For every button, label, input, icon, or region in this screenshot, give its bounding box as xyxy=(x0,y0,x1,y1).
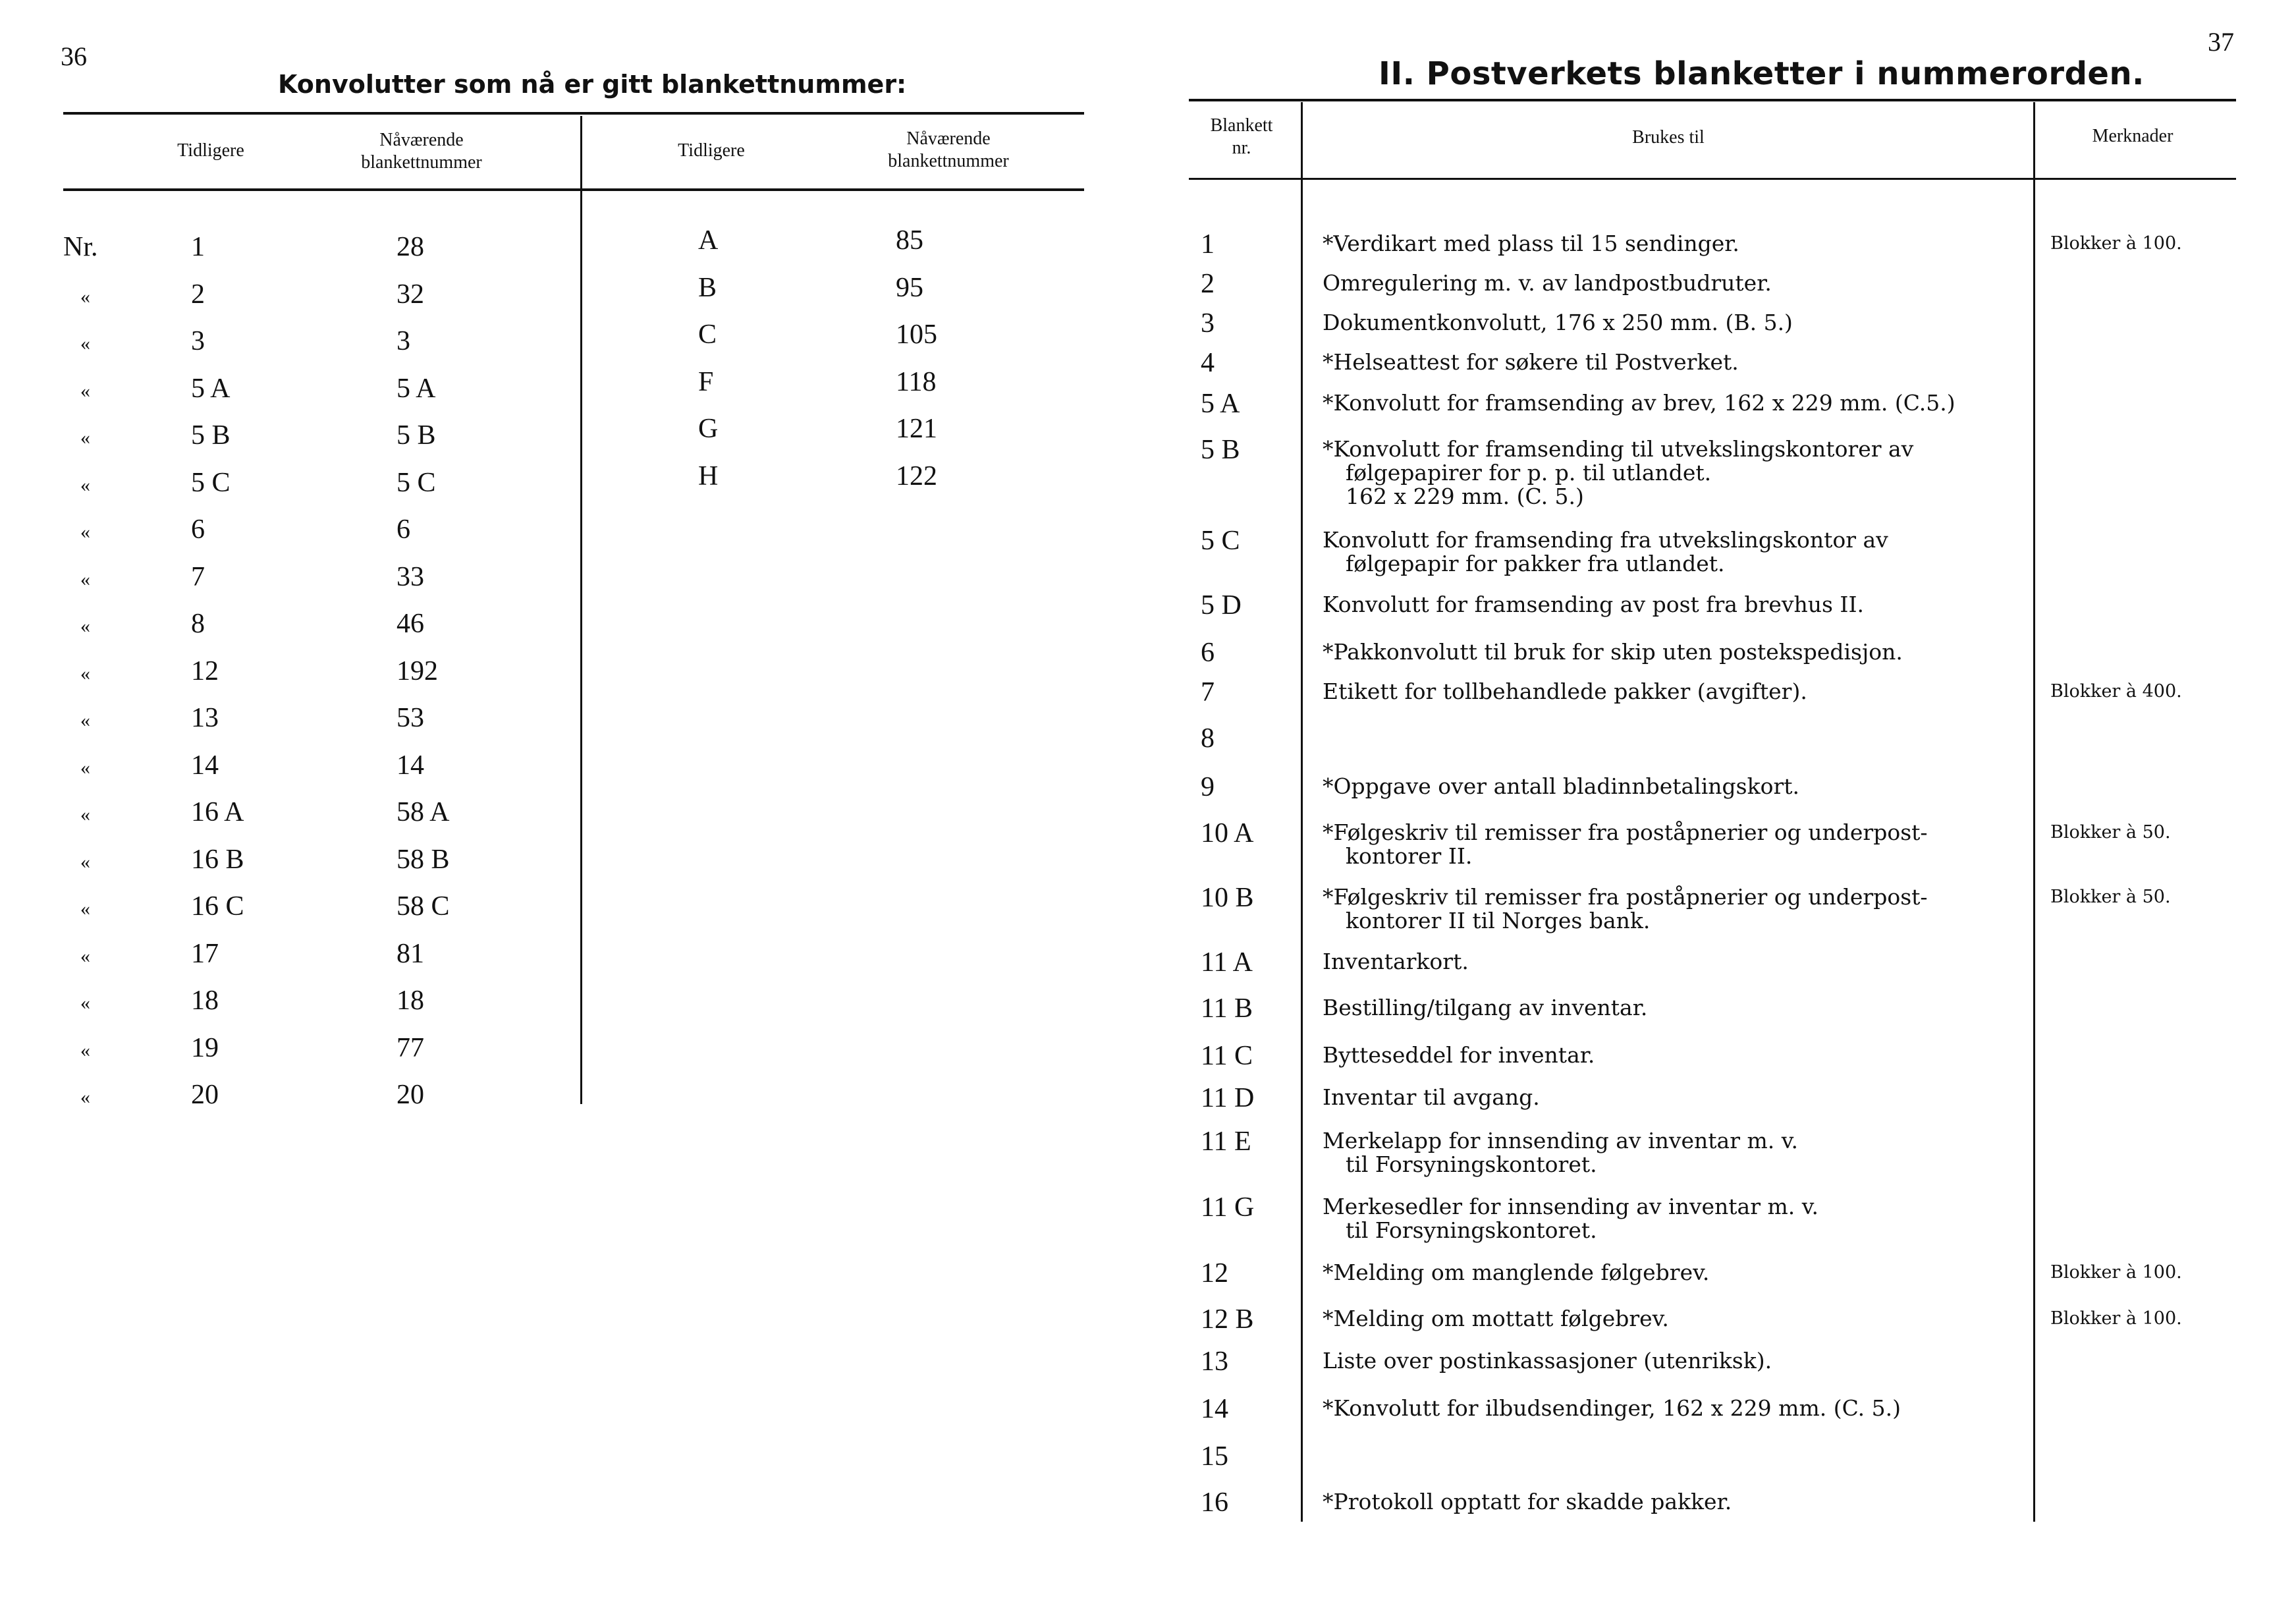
current-number: 58 A xyxy=(396,797,450,827)
top-rule xyxy=(63,112,1084,115)
form-description: *Oppgave over antall bladinnbetalingskort. xyxy=(1323,773,1799,799)
ditto-mark: « xyxy=(80,756,90,779)
current-number: 58 B xyxy=(396,844,450,875)
form-number: 4 xyxy=(1201,348,1215,378)
form-description-cont: til Forsyningskontoret. xyxy=(1346,1217,1597,1243)
form-description: Inventarkort. xyxy=(1323,949,1469,974)
current-number: 5 A xyxy=(396,373,436,404)
previous-letter: B xyxy=(698,272,717,303)
previous-number: 8 xyxy=(191,609,205,639)
form-description: *Konvolutt for ilbudsendinger, 162 x 229 mm. (C. 5.) xyxy=(1323,1395,1901,1421)
previous-number: 14 xyxy=(191,750,219,781)
previous-number: 18 xyxy=(191,985,219,1016)
header-curr-1: Nåværende blankettnummer xyxy=(361,130,482,173)
form-number: 11 B xyxy=(1201,993,1253,1024)
form-description: Bytteseddel for inventar. xyxy=(1323,1042,1595,1068)
form-number: 11 G xyxy=(1201,1192,1255,1223)
current-number: 77 xyxy=(396,1032,424,1063)
previous-number: 16 C xyxy=(191,891,244,922)
current-number: 122 xyxy=(896,460,937,491)
current-number: 14 xyxy=(396,750,424,781)
ditto-mark: « xyxy=(80,521,90,543)
header-rule xyxy=(1189,178,2236,180)
form-number: 5 A xyxy=(1201,389,1240,419)
form-number: 5 D xyxy=(1201,590,1242,621)
form-description: Inventar til avgang. xyxy=(1323,1084,1540,1110)
header-brukes: Brukes til xyxy=(1632,127,1705,148)
ditto-mark: « xyxy=(80,1039,90,1061)
current-number: 20 xyxy=(396,1080,424,1110)
current-number: 28 xyxy=(396,232,424,262)
form-description: Etikett for tollbehandlede pakker (avgifter). xyxy=(1323,679,1807,704)
header-prev-2: Tidligere xyxy=(678,140,745,161)
form-description: Merkelapp for innsending av inventar m. v. xyxy=(1323,1128,1798,1153)
remark: Blokker à 100. xyxy=(2050,233,2182,254)
previous-number: 17 xyxy=(191,938,219,969)
previous-number: 3 xyxy=(191,326,205,356)
form-number: 10 A xyxy=(1201,818,1254,848)
form-number: 2 xyxy=(1201,269,1215,299)
header-blankett: Blankett nr. xyxy=(1210,115,1273,158)
current-number: 81 xyxy=(396,938,424,969)
remark: Blokker à 100. xyxy=(2050,1262,2182,1283)
ditto-mark: « xyxy=(80,992,90,1014)
previous-number: 6 xyxy=(191,514,205,545)
row-prefix: Nr. xyxy=(63,232,98,262)
form-description-cont: følgepapir for pakker fra utlandet. xyxy=(1346,551,1725,576)
form-description: *Følgeskriv til remisser fra poståpnerier og underpost- xyxy=(1323,819,1928,845)
form-number: 9 xyxy=(1201,772,1215,802)
header-curr-2: Nåværende blankettnummer xyxy=(888,128,1009,171)
previous-number: 20 xyxy=(191,1080,219,1110)
previous-number: 12 xyxy=(191,655,219,686)
form-description: Merkesedler for innsending av inventar m. v. xyxy=(1323,1194,1818,1219)
right-page xyxy=(1148,0,2296,1608)
form-number: 14 xyxy=(1201,1394,1228,1424)
form-number: 12 B xyxy=(1201,1304,1254,1335)
form-number: 3 xyxy=(1201,308,1215,339)
form-description: *Melding om manglende følgebrev. xyxy=(1323,1260,1710,1285)
current-number: 58 C xyxy=(396,891,450,922)
ditto-mark: « xyxy=(80,850,90,873)
current-number: 95 xyxy=(896,272,923,303)
column-divider xyxy=(580,116,582,1104)
form-number: 15 xyxy=(1201,1441,1228,1472)
current-number: 5 B xyxy=(396,420,436,451)
column-divider-right xyxy=(2033,102,2035,1522)
page-number: 36 xyxy=(61,42,87,71)
form-description: Liste over postinkassasjoner (utenriksk). xyxy=(1323,1348,1772,1373)
previous-number: 19 xyxy=(191,1032,219,1063)
header-merknader: Merknader xyxy=(2092,126,2173,146)
header-rule xyxy=(63,188,1084,191)
previous-number: 2 xyxy=(191,279,205,310)
header-prev-1: Tidligere xyxy=(177,140,244,161)
form-description: *Pakkonvolutt til bruk for skip uten postekspedisjon. xyxy=(1323,639,1903,665)
form-description-cont: kontorer II. xyxy=(1346,843,1473,869)
form-number: 13 xyxy=(1201,1346,1228,1377)
form-description: Omregulering m. v. av landpostbudruter. xyxy=(1323,270,1772,296)
previous-number: 7 xyxy=(191,561,205,592)
form-number: 11 D xyxy=(1201,1083,1255,1113)
form-number: 10 B xyxy=(1201,883,1254,913)
previous-letter: H xyxy=(698,460,719,491)
form-description: *Konvolutt for framsending til utvekslingskontorer av xyxy=(1323,436,1914,462)
current-number: 105 xyxy=(896,319,937,350)
form-description: Konvolutt for framsending av post fra brevhus II. xyxy=(1323,592,1864,617)
current-number: 192 xyxy=(396,655,438,686)
form-description-cont: kontorer II til Norges bank. xyxy=(1346,908,1651,933)
previous-letter: A xyxy=(698,225,719,256)
ditto-mark: « xyxy=(80,379,90,402)
form-description: *Følgeskriv til remisser fra poståpnerier og underpost- xyxy=(1323,884,1928,910)
current-number: 85 xyxy=(896,225,923,256)
ditto-mark: « xyxy=(80,1086,90,1108)
previous-number: 5 B xyxy=(191,420,231,451)
previous-number: 16 A xyxy=(191,797,244,827)
remark: Blokker à 400. xyxy=(2050,681,2182,702)
page-title: II. Postverkets blanketter i nummerorden. xyxy=(1379,55,2145,92)
ditto-mark: « xyxy=(80,474,90,496)
form-description: *Helseattest for søkere til Postverket. xyxy=(1323,349,1739,375)
form-description: *Protokoll opptatt for skadde pakker. xyxy=(1323,1489,1732,1514)
remark: Blokker à 50. xyxy=(2050,822,2171,843)
current-number: 33 xyxy=(396,561,424,592)
remark: Blokker à 100. xyxy=(2050,1308,2182,1329)
ditto-mark: « xyxy=(80,709,90,731)
form-number: 11 A xyxy=(1201,947,1253,978)
current-number: 118 xyxy=(896,366,937,397)
top-rule xyxy=(1189,99,2236,101)
previous-number: 1 xyxy=(191,232,205,262)
ditto-mark: « xyxy=(80,615,90,637)
form-description: *Verdikart med plass til 15 sendinger. xyxy=(1323,231,1739,256)
current-number: 5 C xyxy=(396,467,436,498)
form-description: Bestilling/tilgang av inventar. xyxy=(1323,995,1648,1020)
page-number: 37 xyxy=(2208,27,2234,57)
form-description-cont: 162 x 229 mm. (C. 5.) xyxy=(1346,484,1584,509)
form-number: 5 C xyxy=(1201,526,1240,556)
current-number: 46 xyxy=(396,609,424,639)
ditto-mark: « xyxy=(80,568,90,590)
previous-number: 16 B xyxy=(191,844,244,875)
ditto-mark: « xyxy=(80,945,90,967)
ditto-mark: « xyxy=(80,427,90,449)
previous-number: 5 C xyxy=(191,467,231,498)
form-description: *Konvolutt for framsending av brev, 162 x 229 mm. (C.5.) xyxy=(1323,390,1955,416)
page-title: Konvolutter som nå er gitt blankettnummer: xyxy=(278,70,907,99)
form-description-cont: følgepapirer for p. p. til utlandet. xyxy=(1346,460,1712,485)
previous-letter: C xyxy=(698,319,717,350)
ditto-mark: « xyxy=(80,898,90,920)
form-number: 5 B xyxy=(1201,435,1240,465)
form-number: 11 C xyxy=(1201,1041,1253,1071)
form-number: 12 xyxy=(1201,1258,1228,1289)
form-description: Dokumentkonvolutt, 176 x 250 mm. (B. 5.) xyxy=(1323,310,1793,335)
previous-letter: G xyxy=(698,414,719,444)
remark: Blokker à 50. xyxy=(2050,887,2171,907)
ditto-mark: « xyxy=(80,804,90,825)
current-number: 53 xyxy=(396,703,424,733)
form-number: 1 xyxy=(1201,229,1215,260)
previous-letter: F xyxy=(698,366,714,397)
previous-number: 13 xyxy=(191,703,219,733)
previous-number: 5 A xyxy=(191,373,231,404)
column-divider-left xyxy=(1301,102,1303,1522)
form-number: 7 xyxy=(1201,677,1215,707)
form-number: 16 xyxy=(1201,1487,1228,1518)
form-number: 11 E xyxy=(1201,1126,1251,1157)
current-number: 32 xyxy=(396,279,424,310)
form-description: *Melding om mottatt følgebrev. xyxy=(1323,1306,1669,1331)
ditto-mark: « xyxy=(80,333,90,354)
form-number: 8 xyxy=(1201,723,1215,754)
current-number: 121 xyxy=(896,414,937,444)
current-number: 6 xyxy=(396,514,410,545)
ditto-mark: « xyxy=(80,285,90,308)
current-number: 3 xyxy=(396,326,410,356)
form-number: 6 xyxy=(1201,638,1215,668)
form-description-cont: til Forsyningskontoret. xyxy=(1346,1151,1597,1177)
current-number: 18 xyxy=(396,985,424,1016)
form-description: Konvolutt for framsending fra utvekslingskontor av xyxy=(1323,527,1888,553)
ditto-mark: « xyxy=(80,662,90,684)
